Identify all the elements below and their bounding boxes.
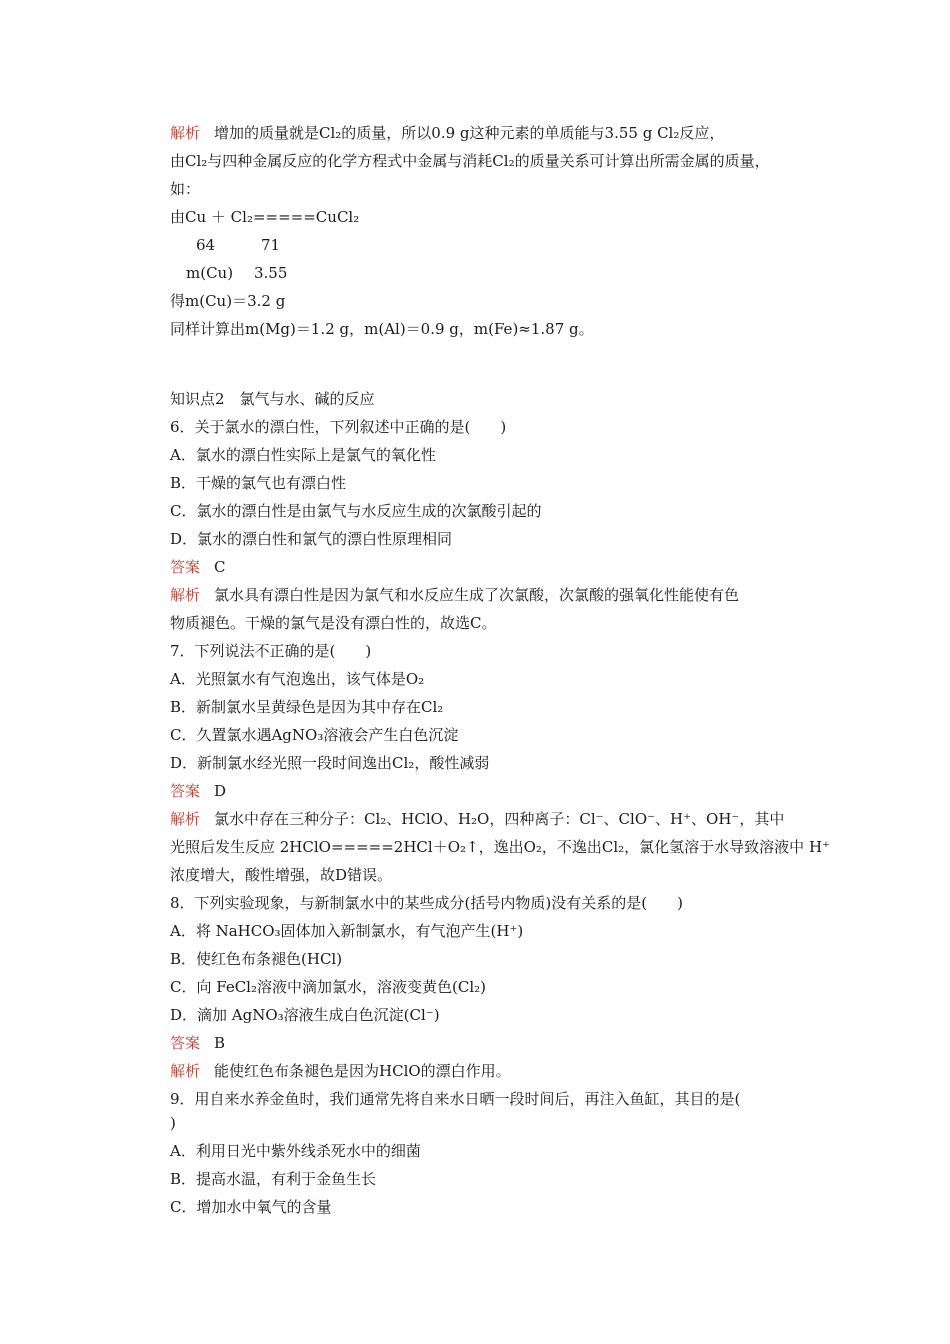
q7-explanation-line3: 浓度增大，酸性增强，故D错误。: [170, 866, 393, 884]
jiexi-label: 解析: [170, 124, 201, 142]
q9-option-a: A．利用日光中紫外线杀死水中的细菌: [170, 1142, 421, 1160]
q6-stem: 6．关于氯水的漂白性，下列叙述中正确的是( ): [170, 418, 507, 436]
q7-option-d: D．新制氯水经光照一段时间逸出Cl₂，酸性减弱: [170, 754, 490, 772]
q6-option-a: A．氯水的漂白性实际上是氯气的氧化性: [170, 446, 436, 464]
q7-explanation-line2: 光照后发生反应 2HClO=====2HCl＋O₂↑，逸出O₂，不逸出Cl₂，氯化氢溶于水导致溶液中 H⁺: [170, 838, 830, 856]
jiexi-label: 解析: [170, 586, 201, 604]
q6-answer-value: C: [214, 558, 226, 576]
q7-stem: 7．下列说法不正确的是( ): [170, 642, 372, 660]
q8-stem: 8．下列实验现象，与新制氯水中的某些成分(括号内物质)没有关系的是( ): [170, 894, 683, 912]
q6-option-d: D．氯水的漂白性和氯气的漂白性原理相同: [170, 530, 453, 548]
q7-exp-text1: 氯水中存在三种分子：Cl₂、HClO、H₂O，四种离子：Cl⁻、ClO⁻、H⁺、OH⁻，其中: [214, 810, 785, 828]
q8-option-a: A．将 NaHCO₃固体加入新制氯水，有气泡产生(H⁺): [170, 922, 524, 940]
q5-equation: 由Cu ＋ Cl₂=====CuCl₂: [170, 208, 360, 226]
q9-option-c: C．增加水中氧气的含量: [170, 1198, 332, 1216]
jiexi-label: 解析: [170, 1062, 201, 1080]
q6-option-b: B．干燥的氯气也有漂白性: [170, 474, 347, 492]
answer-label: 答案: [170, 782, 201, 800]
q8-answer: [170, 1034, 820, 1052]
q6-option-c: C．氯水的漂白性是由氯气与水反应生成的次氯酸引起的: [170, 502, 542, 520]
q8-exp-text1: 能使红色布条褪色是因为HClO的漂白作用。: [214, 1062, 511, 1080]
q5-other-results: 同样计算出m(Mg)＝1.2 g，m(Al)＝0.9 g，m(Fe)≈1.87 g。: [170, 320, 594, 338]
answer-label: 答案: [170, 558, 201, 576]
q7-option-c: C．久置氯水遇AgNO₃溶液会产生白色沉淀: [170, 726, 459, 744]
jiexi-label: 解析: [170, 810, 201, 828]
q5-eq-355: 3.55: [254, 264, 288, 282]
q5-eq-m-cu: m(Cu): [186, 264, 234, 282]
q6-explanation-line2: 物质褪色。干燥的氯气是没有漂白性的，故选C。: [170, 614, 497, 632]
q7-answer: [170, 782, 820, 800]
q8-option-b: B．使红色布条褪色(HCl): [170, 950, 343, 968]
answer-label: 答案: [170, 1034, 201, 1052]
q7-option-b: B．新制氯水呈黄绿色是因为其中存在Cl₂: [170, 698, 444, 716]
q5-exp-text1: 增加的质量就是Cl₂的质量，所以0.9 g这种元素的单质能与3.55 g Cl₂反应，: [214, 124, 725, 142]
q9-stem: 9．用自来水养金鱼时，我们通常先将自来水日晒一段时间后，再注入鱼缸，其目的是(: [170, 1090, 741, 1108]
q6-answer: [170, 558, 820, 576]
q9-stem-close: ): [170, 1114, 176, 1132]
q5-eq-mass-cu: 64: [196, 236, 216, 254]
q7-option-a: A．光照氯水有气泡逸出，该气体是O₂: [170, 670, 425, 688]
q8-answer-value: B: [214, 1034, 226, 1052]
q8-option-d: D．滴加 AgNO₃溶液生成白色沉淀(Cl⁻): [170, 1006, 440, 1024]
q8-explanation-line1: [170, 1062, 820, 1080]
q5-explanation-line3: 如：: [170, 180, 201, 198]
section-title: 知识点2 氯气与水、碱的反应: [170, 390, 375, 408]
q8-option-c: C．向 FeCl₂溶液中滴加氯水，溶液变黄色(Cl₂): [170, 978, 486, 996]
q5-eq-mass-cl2: 71: [261, 236, 281, 254]
q5-explanation-line1: [170, 124, 820, 142]
q5-explanation-line2: 由Cl₂与四种金属反应的化学方程式中金属与消耗Cl₂的质量关系可计算出所需金属的质量，: [170, 152, 770, 170]
q7-explanation-line1: [170, 810, 820, 828]
q7-answer-value: D: [214, 782, 227, 800]
q9-option-b: B．提高水温，有利于金鱼生长: [170, 1170, 377, 1188]
q6-explanation-line1: [170, 586, 820, 604]
q6-exp-text1: 氯水具有漂白性是因为氯气和水反应生成了次氯酸，次氯酸的强氧化性能使有色: [214, 586, 740, 604]
q5-result: 得m(Cu)＝3.2 g: [170, 292, 286, 310]
